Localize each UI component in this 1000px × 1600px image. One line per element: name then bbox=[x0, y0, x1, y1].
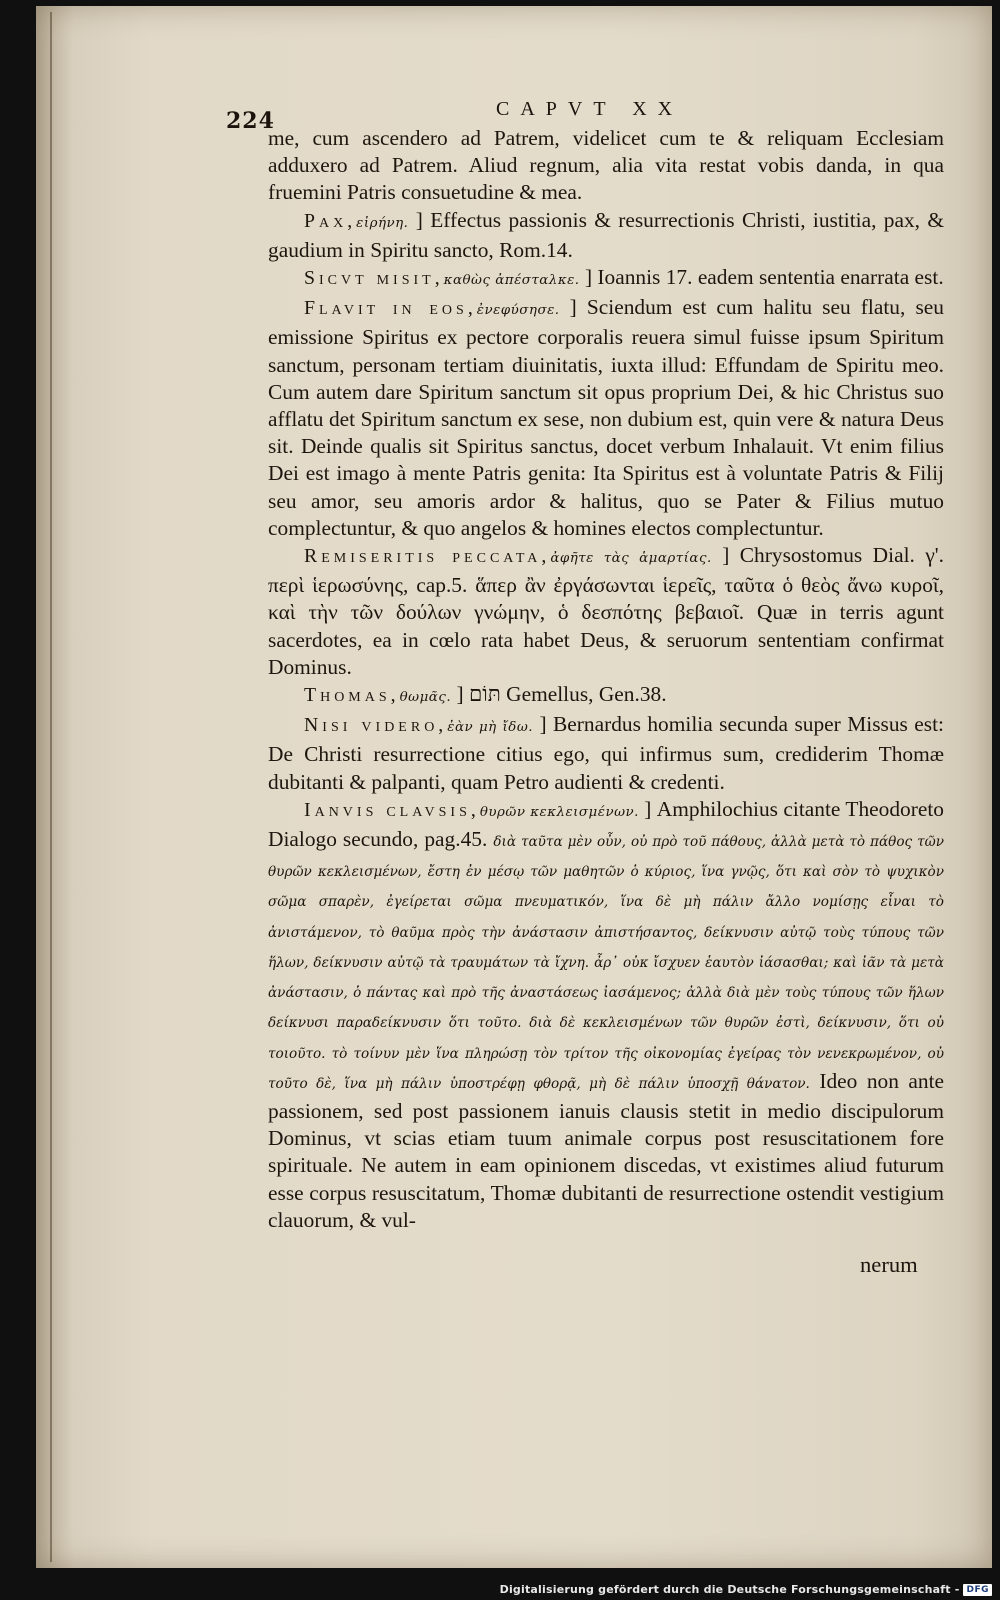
lemma: Nisi videro, bbox=[304, 714, 448, 737]
paragraph-text: ] Ioannis 17. eadem sententia enarrata est. bbox=[584, 265, 944, 290]
paragraph-0 bbox=[268, 125, 944, 207]
lemma: Thomas, bbox=[304, 684, 400, 707]
credit-text: Digitalisierung gefördert durch die Deutsche Forschungsgemeinschaft - bbox=[499, 1583, 960, 1596]
paragraph-2 bbox=[268, 264, 944, 294]
greek-lemma: ἐὰν μὴ ἴδω. bbox=[447, 720, 534, 736]
catchword: nerum bbox=[860, 1252, 918, 1277]
paragraph-text: ] Sciendum est cum halitu seu flatu, seu emissione Spiritus ex pectore corporalis reuera simul fuisse ipsum Spiritum sanctum, personam tertiam diuinitatis, iuxta illud: Effundam de Spiritu meo. Cum autem dare Spiritum sanctum sit opus proprium Dei, & hic Christus suo afflatu det Spiritum sanctum ex sese, non dubium est, quin vere & natura Deus sit. Deinde qualis sit Spiritus sanctus, docet verbum Inhalauit. Vt enim filius Dei est imago à mente Patris genita: Ita Spiritus est à voluntate Patris & Filij seu amor, seu amoris ardor & halitus, quo se Pater & Filius mutuo complectuntur, & quo angelos & homines electos complectuntur. bbox=[268, 295, 944, 540]
greek-lemma: θυρῶν κεκλεισμένων. bbox=[479, 804, 639, 820]
lemma: Pax, bbox=[304, 209, 357, 232]
greek-lemma: ἐνεφύσησε. bbox=[476, 303, 560, 319]
paragraph-5 bbox=[268, 681, 944, 711]
closing-text: Ideo non ante passionem, sed post passionem ianuis clausis stetit in medio discipulorum Dominus, vt scias etiam tuum animale corpus post resuscitationem fore spirituale. Ne autem in eam opinionem discedas, vt existimes aliud futurum esse corpus resuscitatum, Thomæ dubitanti de resurrectione ostendit vestigium clauorum, & vul- bbox=[268, 1068, 945, 1232]
lemma: Ianvis clavsis, bbox=[304, 798, 480, 821]
lemma: Remiseritis peccata, bbox=[304, 545, 551, 568]
greek-lemma: θωμᾶς. bbox=[399, 690, 452, 706]
lemma: Sicvt misit, bbox=[304, 267, 444, 290]
paragraph-4 bbox=[268, 542, 944, 681]
paragraph-text: ] Amphilochius citante Theodoreto Dialogo secundo, pag.45. bbox=[268, 796, 944, 852]
main-text bbox=[268, 125, 944, 1234]
paragraph-3 bbox=[268, 294, 944, 542]
paragraph-1 bbox=[268, 207, 944, 264]
paragraph-text: ] Chrysostomus Dial. γ'. περὶ ἱερωσύνης, cap.5. ἅπερ ἂν ἐργάσωνται ἱερεῖς, ταῦτα ὁ θεὸς ἄνω κυροῖ, καὶ τὴν τῶν δούλων γνώμην, ὁ δεσπότης βεβαιοῖ. Quæ in terris agunt sacerdotes, ea in cœlo rata habet Deus, & seruorum sententiam confirmat Dominus. bbox=[268, 543, 944, 679]
dfg-logo: DFG bbox=[963, 1584, 992, 1596]
greek-lemma: ἀφῆτε τὰς ἁμαρτίας. bbox=[550, 551, 712, 567]
paragraph-7 bbox=[268, 796, 944, 1234]
greek-passage: διὰ ταῦτα μὲν οὖν, οὐ πρὸ τοῦ πάθους, ἀλλὰ μετὰ τὸ πάθος τῶν θυρῶν κεκλεισμένων, ἔστη ἐν μέσῳ τῶν μαθητῶν ὁ κύριος, ἵνα γνῷς, ὅτι καὶ σὸν τὸ ψυχικὸν σῶμα σπαρὲν, ἐγείρεται σῶμα πνευματικόν, ἵνα δὲ μὴ πάλιν ἄλλο νομίσῃς εἶναι τὸ ἀνιστάμενον, τὸ θαῦμα πρὸς τὴν ἀνάστασιν ἀπιστήσαντος, δείκνυσιν αὐτῷ τοὺς τύπους τῶν ἥλων, δείκνυσιν αὐτῷ τὰ τραυμάτων τὰ ἴχνη. ἆρ᾽ οὐκ ἴσχυεν ἑαυτὸν ἰάσασθαι; καὶ ἰᾶν τὰ μετὰ ἀνάστασιν, ὁ πάντας καὶ πρὸ τῆς ἀναστάσεως ἰασάμενος; ἀλλὰ διὰ μὲν τοὺς τύπους τῶν ἥλων δείκνυσι παραδείκνυσιν ὅτι τοῦτο. διὰ δὲ κεκλεισμένων τῶν θυρῶν ἐστὶ, δείκνυσιν, ὅτι οὐ τοιοῦτο. τὸ τοίνυν μὲν ἵνα πληρώσῃ τὸν τρίτον τῆς οἰκονομίας ἐγείρας τὸν νενεκρωμένον, οὐ τοῦτο δὲ, ἵνα μὴ πάλιν ὑποστρέφῃ φθορᾷ, μὴ δὲ πάλιν ὑποσχῇ θάνατον. bbox=[268, 834, 944, 1092]
paragraph-text: ] תּוֹם Gemellus, Gen.38. bbox=[456, 682, 667, 707]
paragraph-text: me, cum ascendero ad Patrem, videlicet cum te & reliquam Ecclesiam adduxero ad Patrem. Aliud regnum, alia vita restat vobis danda, in qua fruemini Patris consuetudine & mea. bbox=[268, 126, 944, 205]
page-number: 224 bbox=[226, 108, 275, 134]
digitization-credit bbox=[500, 1583, 992, 1596]
running-head: CAPVT XX bbox=[496, 98, 684, 120]
greek-lemma: καθὼς ἀπέσταλκε. bbox=[443, 273, 580, 289]
paragraph-text: ] Effectus passionis & resurrectionis Christi, iustitia, pax, & gaudium in Spiritu sancto, Rom.14. bbox=[268, 207, 944, 262]
lemma: Flavit in eos, bbox=[304, 297, 477, 320]
paragraph-6 bbox=[268, 711, 944, 796]
paragraph-text: ] Bernardus homilia secunda super Missus est: De Christi resurrectione citius ego, qui infirmus sum, crediderim Thomæ dubitanti & palpanti, quam Petro audienti & credenti. bbox=[268, 712, 944, 794]
greek-lemma: εἰρήνη. bbox=[356, 215, 409, 231]
